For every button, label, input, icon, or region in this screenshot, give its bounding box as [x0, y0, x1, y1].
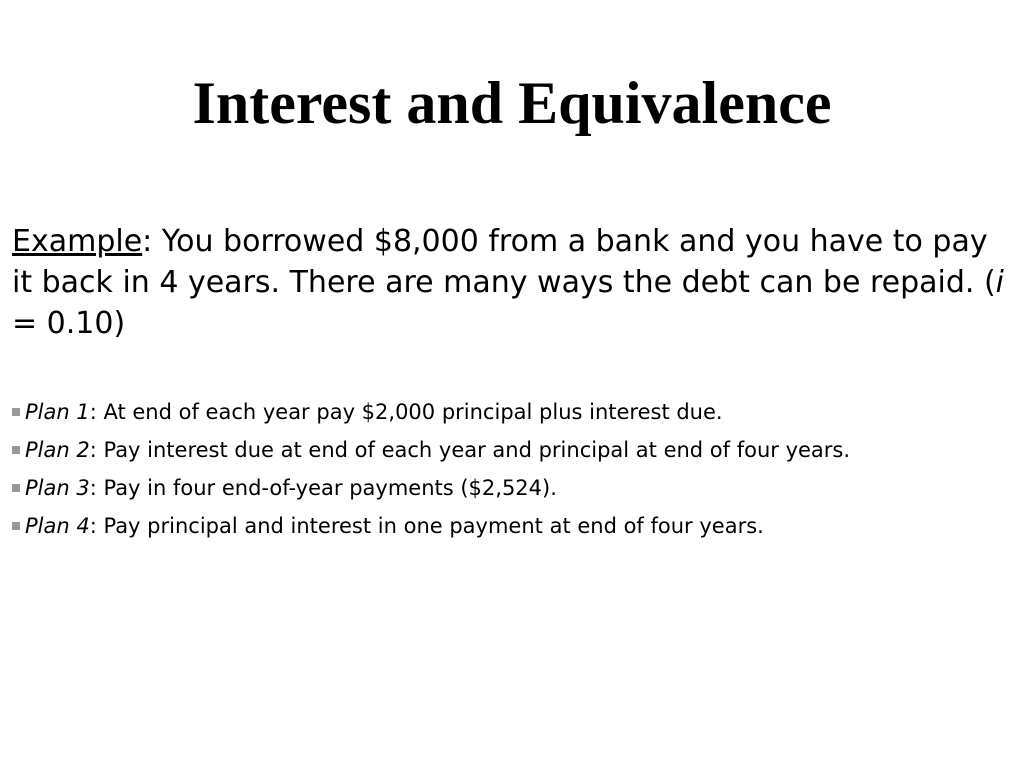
plan-name: Plan 2 — [25, 438, 90, 462]
square-bullet-icon — [12, 484, 20, 492]
plan-item — [12, 511, 1002, 541]
plans-list — [12, 397, 1002, 549]
example-text-part2: = 0.10) — [12, 306, 126, 341]
interest-rate-variable: i — [995, 265, 1005, 300]
square-bullet-icon — [12, 446, 20, 454]
slide-title: Interest and Equivalence — [192, 70, 832, 136]
example-paragraph — [12, 221, 1012, 344]
plan-text: : Pay principal and interest in one payment at end of four years. — [89, 514, 764, 538]
square-bullet-icon — [12, 408, 20, 416]
plan-item — [12, 435, 1002, 465]
plan-item — [12, 473, 1002, 503]
plan-name: Plan 4 — [25, 514, 90, 538]
plan-text: : At end of each year pay $2,000 principal plus interest due. — [89, 400, 723, 424]
plan-name: Plan 3 — [25, 476, 90, 500]
example-text-part1: : You borrowed $8,000 from a bank and you have to pay it back in 4 years. There are many ways the debt can be repaid. ( — [12, 224, 996, 300]
plan-text: : Pay in four end-of-year payments ($2,524). — [89, 476, 557, 500]
square-bullet-icon — [12, 522, 20, 530]
plan-item — [12, 397, 1002, 427]
example-label: Example — [12, 224, 143, 259]
plan-text: : Pay interest due at end of each year and principal at end of four years. — [89, 438, 851, 462]
plan-name: Plan 1 — [25, 400, 90, 424]
